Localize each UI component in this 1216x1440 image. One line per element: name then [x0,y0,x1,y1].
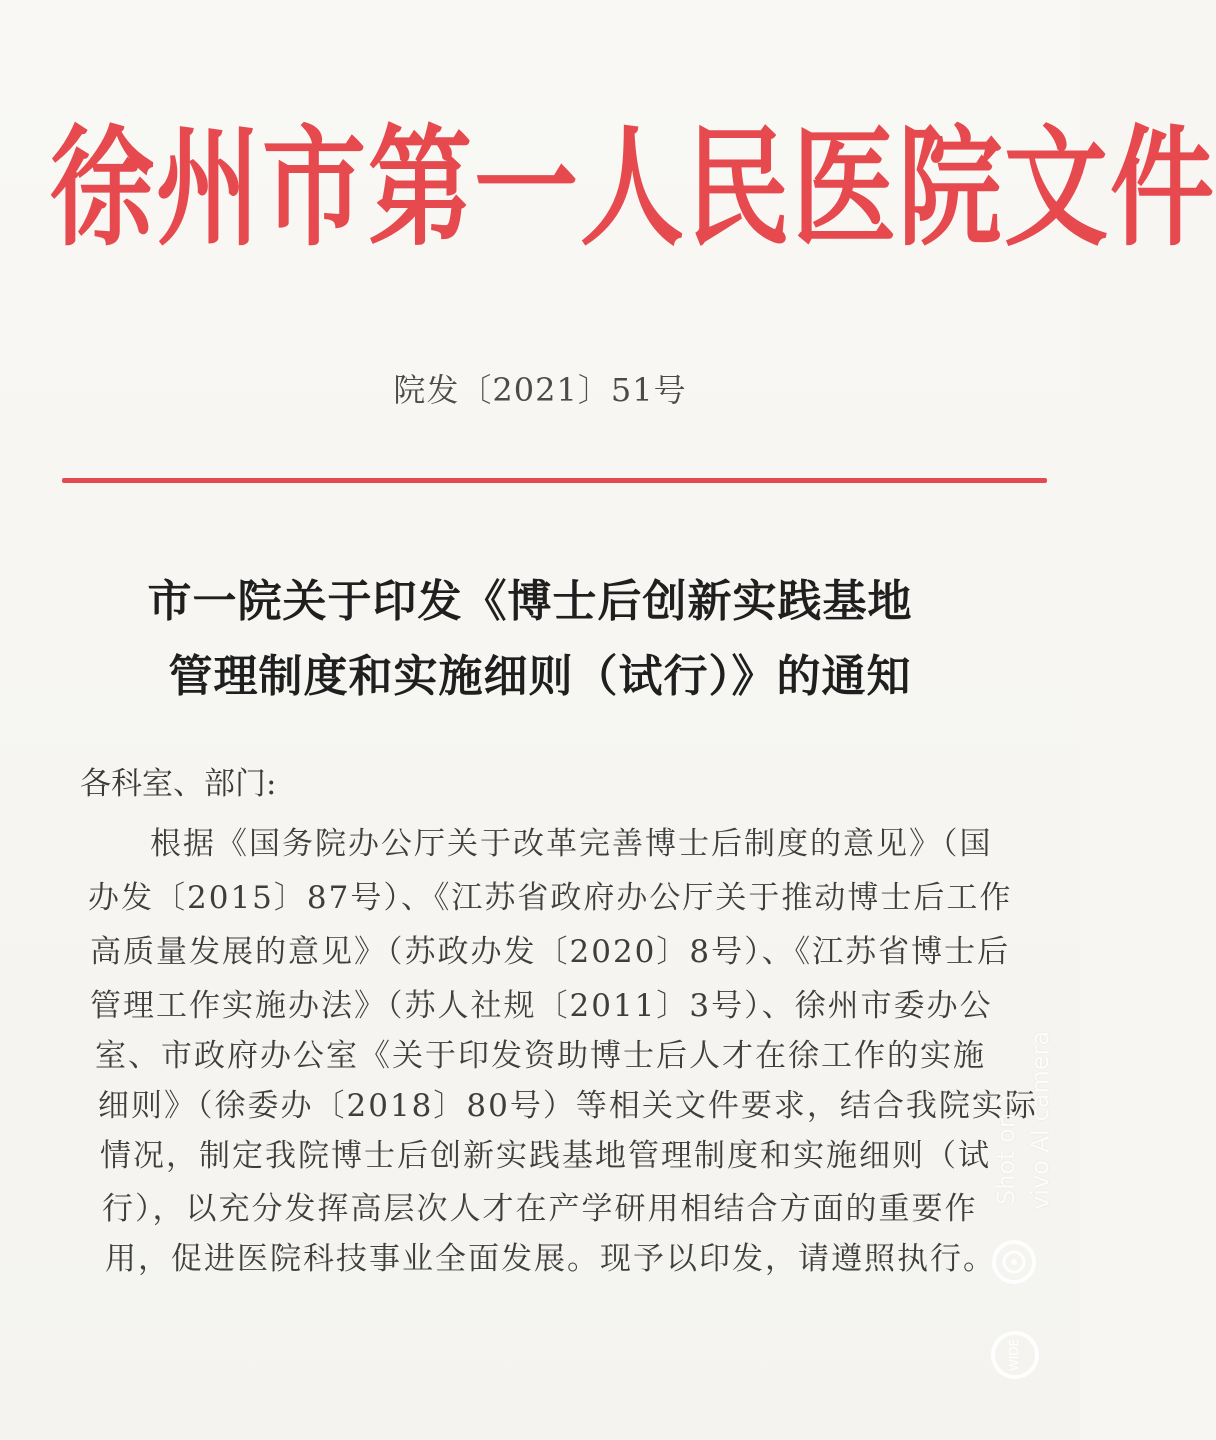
body-line: 情况，制定我院博士后创新实践基地管理制度和实施细则（试 [100,1138,991,1174]
body-line: 根据《国务院办公厅关于改革完善博士后制度的意见》（国 [150,826,993,862]
body-line: 细则》（徐委办〔2018〕80号）等相关文件要求，结合我院实际 [98,1088,1038,1124]
body-line: 行），以充分发挥高层次人才在产学研用相结合方面的重要作 [102,1191,978,1227]
watermark-text-shot-on: Shot on Y [992,1090,1020,1205]
wide-badge-label: WIDE [1007,1338,1021,1372]
body-line: 高质量发展的意见》（苏政办发〔2020〕8号）、《江苏省博士后 [90,934,1011,970]
body-line: 管理工作实施办法》（苏人社规〔2011〕3号）、徐州市委办公 [90,988,993,1024]
salutation: 各科室、部门: [80,766,277,802]
document-number: 院发〔2021〕51号 [393,371,687,409]
wide-badge-icon [990,1320,1040,1390]
camera-watermark [990,1000,1070,1400]
camera-lens-icon [990,1238,1038,1286]
watermark-text-camera: vivo AI camera [1026,1030,1054,1210]
document-title-line-2: 管理制度和实施细则（试行）》的通知 [168,651,912,702]
body-line: 办发〔2015〕87号）、《江苏省政府办公厅关于推动博士后工作 [88,880,1013,916]
red-divider-line [62,478,1047,483]
document-title-line-1: 市一院关于印发《博士后创新实践基地 [147,576,913,627]
body-line: 室、市政府办公室《关于印发资助博士后人才在徐工作的实施 [95,1038,986,1074]
body-line: 用，促进医院科技事业全面发展。现予以印发，请遵照执行。 [105,1241,996,1277]
document-issuer-header: 徐州市第一人民医院文件 [50,110,1216,265]
